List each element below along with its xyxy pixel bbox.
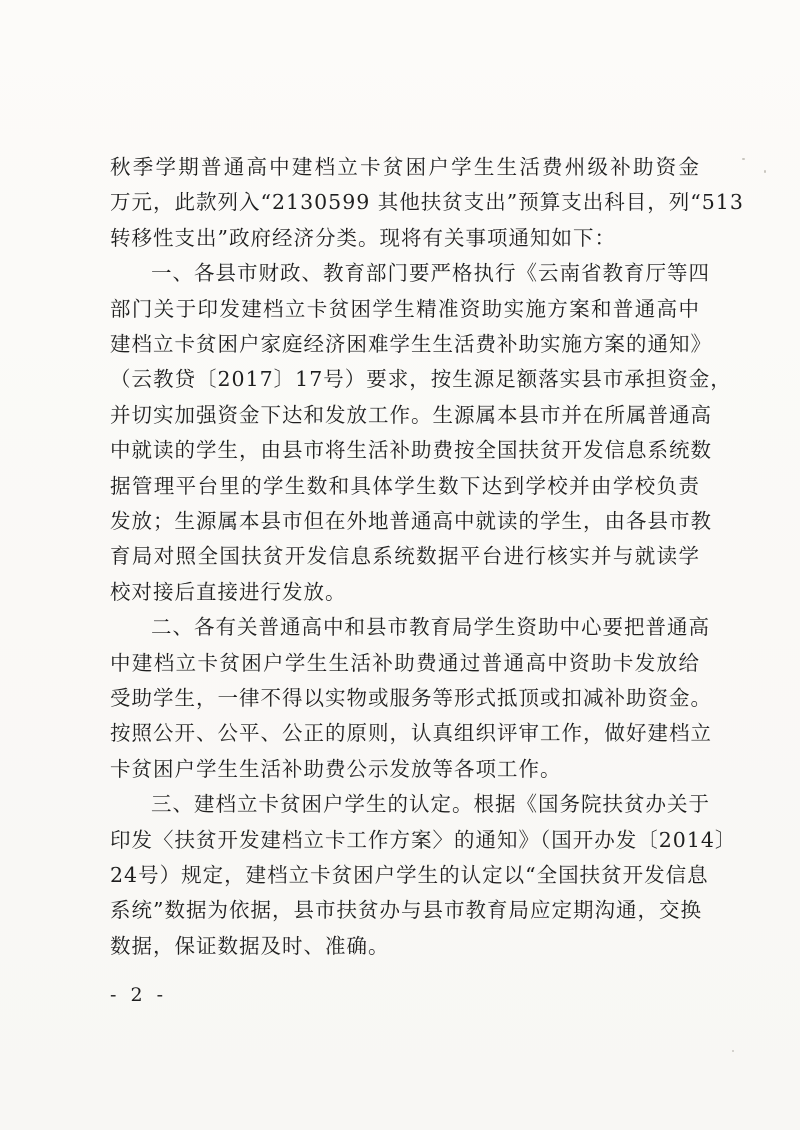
page-number: - 2 - [110,984,168,1006]
text-line: 数据，保证数据及时、准确。 [110,933,390,958]
text-line: 校对接后直接进行发放。 [110,579,347,604]
paragraph-1-first-line: 一、各县市财政、教育部门要严格执行《云南省教育厅等四 [151,261,710,286]
text-line: 育局对照全国扶贫开发信息系统数据平台进行核实并与就读学 [110,544,700,569]
text-line: 建档立卡贫困户家庭经济困难学生生活费补助实施方案的通知》 [110,331,712,356]
text-line: 卡贫困户学生生活补助费公示发放等各项工作。 [110,756,562,781]
text-line: 万元，此款列入“2130599 其他扶贫支出”预算支出科目，列“513 [110,190,744,215]
text-line: （云教贷〔2017〕17号）要求，按生源足额落实县市承担资金， [110,367,732,392]
text-line: 印发〈扶贫开发建档立卡工作方案〉的通知》（国开办发〔2014〕 [110,827,737,852]
text-line: 转移性支出”政府经济分类。现将有关事项通知如下： [110,225,616,250]
text-line: 部门关于印发建档立卡贫困学生精准资助实施方案和普通高中 [110,296,700,321]
text-line: 据管理平台里的学生数和具体学生数下达到学校并由学校负责 [110,473,700,498]
text-line: 并切实加强资金下达和发放工作。生源属本县市并在所属普通高 [110,402,712,427]
text-line: 发放；生源属本县市但在外地普通高中就读的学生，由各县市教 [110,508,712,533]
paragraph-2-first-line: 二、各有关普通高中和县市教育局学生资助中心要把普通高 [151,615,710,640]
text-line: 24号）规定，建档立卡贫困户学生的认定以“全国扶贫开发信息 [110,862,709,887]
paragraph-3-first-line: 三、建档立卡贫困户学生的认定。根据《国务院扶贫办关于 [151,792,710,817]
text-line: 中就读的学生，由县市将生活补助费按全国扶贫开发信息系统数 [110,438,712,463]
text-line: 系统”数据为依据，县市扶贫办与县市教育局应定期沟通，交换 [110,898,702,923]
text-line: 中建档立卡贫困户学生生活补助费通过普通高中资助卡发放给 [110,650,700,675]
text-line: 秋季学期普通高中建档立卡贫困户学生生活费州级补助资金 [110,155,700,179]
text-line: 受助学生，一律不得以实物或服务等形式抵顶或扣减补助资金。 [110,685,712,710]
text-line: 按照公开、公平、公正的原则，认真组织评审工作，做好建档立 [110,721,712,746]
document-body [110,150,744,964]
